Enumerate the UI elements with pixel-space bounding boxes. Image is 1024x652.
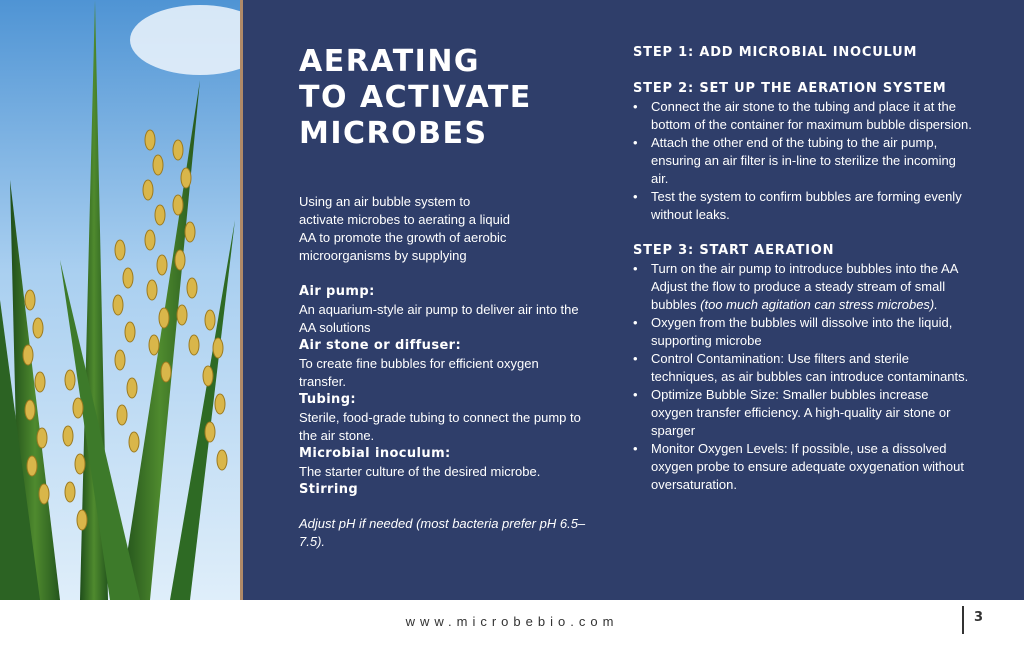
intro-line: Using an air bubble system to — [299, 194, 471, 209]
page-title — [299, 44, 589, 152]
list-item: • Connect the air stone to the tubing and place it at the bottom of the container for maximum bubble dispersion. — [633, 98, 973, 134]
material-item — [299, 481, 589, 499]
intro-paragraph — [299, 193, 589, 265]
list-item: • Oxygen from the bubbles will dissolve into the liquid, supporting microbe — [633, 314, 973, 350]
material-heading: Tubing: — [299, 392, 357, 407]
rice-plant-illustration — [0, 0, 240, 600]
step-2-heading: STEP 2: SET UP THE AERATION SYSTEM — [633, 81, 947, 96]
bullet-text: Turn on the air pump to introduce bubbles into the AA Adjust the flow to produce a steady stream of small bubbles — [651, 261, 958, 312]
step-3-heading: STEP 3: START AERATION — [633, 243, 835, 258]
intro-line: AA to promote the growth of aerobic — [299, 230, 507, 245]
page-number: 3 — [974, 610, 984, 625]
rice-plant-photo — [0, 0, 240, 600]
material-heading: Air pump: — [299, 284, 375, 299]
step-2-list — [633, 98, 973, 224]
content-panel — [243, 0, 1024, 600]
page-number-bar — [962, 606, 964, 634]
title-line: TO ACTIVATE — [299, 80, 532, 115]
material-heading: Stirring — [299, 482, 359, 497]
list-item: • Monitor Oxygen Levels: If possible, use a dissolved oxygen probe to ensure adequate oxygenation without oversaturation. — [633, 440, 973, 494]
list-item: • Attach the other end of the tubing to the air pump, ensuring an air filter is in-line to sterilize the incoming air. — [633, 134, 973, 188]
material-text: To create fine bubbles for efficient oxygen transfer. — [299, 356, 539, 389]
step-1-heading: STEP 1: ADD MICROBIAL INOCULUM — [633, 45, 918, 60]
materials-column — [299, 193, 589, 551]
ph-note: Adjust pH if needed (most bacteria prefer pH 6.5–7.5). — [299, 516, 586, 549]
steps-column — [633, 44, 973, 494]
list-item: • Optimize Bubble Size: Smaller bubbles increase oxygen transfer efficiency. A high-quality air stone or sparger — [633, 386, 973, 440]
title-line: MICROBES — [299, 116, 488, 151]
bullet-italic-text: (too much agitation can stress microbes). — [700, 297, 938, 312]
material-heading: Air stone or diffuser: — [299, 338, 462, 353]
material-item — [299, 391, 589, 445]
material-item — [299, 445, 589, 481]
list-item: • Control Contamination: Use filters and sterile techniques, as air bubbles can introduce contaminants. — [633, 350, 973, 386]
material-text: Sterile, food-grade tubing to connect the pump to the air stone. — [299, 410, 581, 443]
step-3-list — [633, 260, 973, 494]
material-item — [299, 283, 589, 337]
title-line: AERATING — [299, 44, 481, 79]
list-item — [633, 260, 973, 314]
intro-line: activate microbes to aerating a liquid — [299, 212, 511, 227]
material-text: An aquarium-style air pump to deliver air into the AA solutions — [299, 302, 579, 335]
website-url: www.microbebio.com — [405, 614, 619, 629]
material-heading: Microbial inoculum: — [299, 446, 451, 461]
intro-line: microorganisms by supplying — [299, 248, 467, 263]
page-footer — [0, 600, 1024, 652]
material-item — [299, 337, 589, 391]
material-text: The starter culture of the desired microbe. — [299, 464, 541, 479]
list-item: • Test the system to confirm bubbles are forming evenly without leaks. — [633, 188, 973, 224]
